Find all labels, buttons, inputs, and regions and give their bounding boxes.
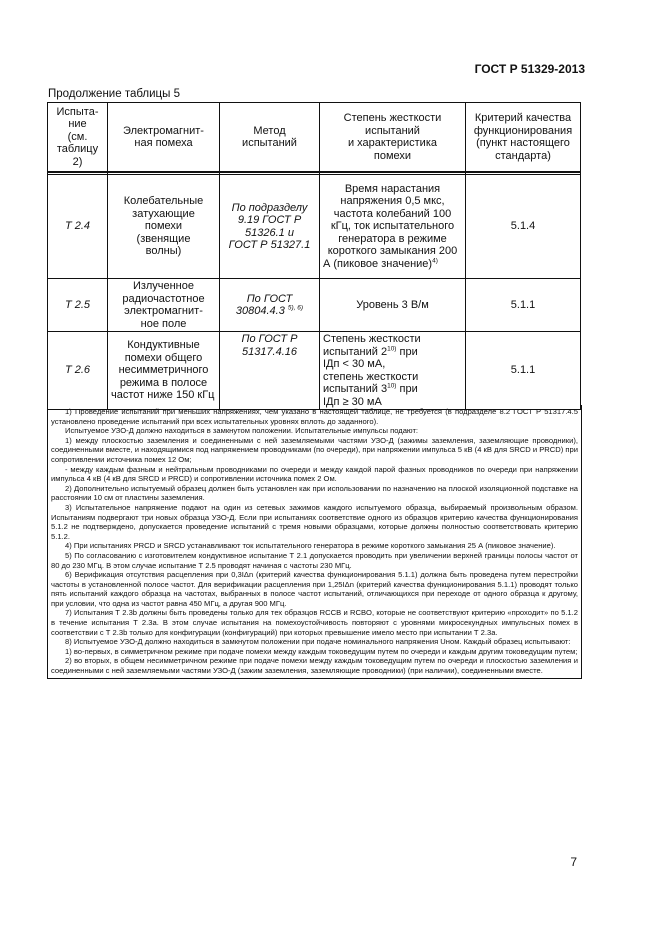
footnote-ref: 5), 6): [287, 304, 304, 312]
severity-line: IДп < 30 мА,: [323, 358, 386, 370]
footnote: 8) Испытуемое УЗО-Д должно находиться в замкнутом положении при подаче номинального напряжения Uном. Каждый образец испытывают:: [65, 637, 571, 647]
col-header-severity: Степень жесткости испытаний и характеристика помехи: [320, 103, 466, 173]
cell-interference: Колебательные затухающие помехи (звенящие волны): [108, 175, 220, 279]
footnote: 3) Испытательное напряжение подают на один из сетевых зажимов каждого испытуемого образца, выбираемый произвольным образом. Испытаниям подвергают три новых образца УЗО-Д. Если при испытаниях соответствие одного из образцов критерию качества функционирования 5.1.2 не подтверждено, допускается проведение испытаний с тремя новыми образцами, которые должны полностью соответствовать критерию 5.1.2.: [51, 502, 578, 541]
cell-method: [220, 279, 320, 332]
cell-interference: Излученное радиочастотное электромагнит- ное поле: [108, 279, 220, 332]
cell-method: По ГОСТ Р 51317.4.16: [220, 332, 320, 410]
cell-severity: Уровень 3 В/м: [320, 279, 466, 332]
footnote: Испытуемое УЗО-Д должно находиться в замкнутом положении. Испытательные импульсы подают:: [65, 426, 419, 436]
severity-line: при: [399, 345, 418, 358]
table-header-row: [48, 103, 581, 173]
footnote: 1) между плоскостью заземления и соединенными с ней заземляемыми частями УЗО-Д (зажимы заземления, заземляющие проводники), соединенными вместе, и находящимися под напряжением проводниками (по очереди), при напряжении импульса 5 кВ (4 кВ для SRCD и PRCD) при сопротивлении источника помех 12 Ом;: [51, 435, 578, 464]
footnote-ref: 10): [387, 344, 397, 352]
cell-criterion: 5.1.1: [466, 332, 581, 410]
standard-number: ГОСТ Р 51329-2013: [474, 62, 585, 76]
table-5: [47, 102, 581, 410]
cell-severity: [320, 175, 466, 279]
cell-test: Т 2.5: [48, 279, 108, 332]
cell-test: Т 2.6: [48, 332, 108, 410]
method-text: По ГОСТ 30804.4.3: [235, 292, 293, 317]
cell-test: Т 2.4: [48, 175, 108, 279]
col-header-criterion: Критерий качества функционирования (пункт настоящего стандарта): [466, 103, 581, 173]
cell-severity: [320, 332, 466, 410]
footnote: 1) во-первых, в симметричном режиме при подаче помехи между каждым токоведущим путем по очереди и каждым другим токоведущим путем;: [65, 646, 578, 656]
severity-line: при: [399, 383, 418, 395]
table-row: [48, 332, 581, 410]
severity-line: IДп ≥ 30 мА: [323, 395, 382, 408]
footnote: 5) По согласованию с изготовителем кондуктивное испытание Т 2.1 допускается проводить при увеличении верхней границы полосы частот от 80 до 230 МГц. В этом случае испытание Т 2.5 проводят начиная с частоты 230 МГц.: [51, 550, 578, 570]
table-footnotes: [47, 405, 582, 679]
footnote-ref: 10): [387, 382, 397, 390]
cell-method: По подразделу 9.19 ГОСТ Р 51326.1 и ГОСТ Р 51327.1: [220, 175, 320, 279]
col-header-interference: Электромагнит- ная помеха: [108, 103, 220, 173]
severity-line: степень жесткости испытаний 3: [323, 370, 419, 395]
footnote: 1) Проведение испытаний при меньших напряжениях, чем указано в настоящей таблице, не требуется (в подразделе 8.2 ГОСТ Р 51317.4.5 установлено проведение испытаний при всех испытательных уровнях вплоть до заданного).: [51, 407, 578, 426]
severity-text: Время нарастания напряжения 0,5 мкс, частота колебаний 100 кГц, ток испытательного генератора в режиме короткого замыкания 200 А (пиковое значение): [323, 182, 458, 270]
page-number: 7: [570, 855, 577, 869]
table-row: [48, 175, 581, 279]
col-header-method: Метод испытаний: [220, 103, 320, 173]
cell-criterion: 5.1.4: [466, 175, 581, 279]
cell-criterion: 5.1.1: [466, 279, 581, 332]
footnote: 2) Дополнительно испытуемый образец должен быть установлен как при использовании по назначению на плоской изоляционной подставке на расстоянии 10 см от пластины заземления.: [51, 483, 578, 503]
col-header-test: Испыта- ние (см. таблицу 2): [48, 103, 108, 173]
table-caption: Продолжение таблицы 5: [48, 88, 181, 100]
cell-interference: Кондуктивные помехи общего несимметричного режима в полосе частот ниже 150 кГц: [108, 332, 220, 410]
footnote: 2) во вторых, в общем несимметричном режиме при подаче помехи между каждым токоведущим путем по очереди и плоскостью заземления и соединенными с ней заземляемыми частями УЗО-Д (зажим заземления, заземляющие проводники) (при наличии), соединенными вместе.: [51, 656, 578, 676]
severity-line: Степень жесткости испытаний 2: [323, 333, 421, 358]
footnote: 4) При испытаниях PRCD и SRCD устанавливают ток испытательного генератора в режиме короткого замыкания 25 А (пиковое значение).: [65, 541, 556, 551]
footnote: 6) Верификация отсутствия расцепления при 0,3IΔn (критерий качества функционирования 5.1.1) должна быть проведена путем перестройки частоты в установленной полосе частот. Для верификации расцепления при 1,25IΔn (критерий качества функционирования 5.1.1) проводят только пять испытаний каждого образца на частотах, выбранных в полосе частот испытаний, отличающихся при переходе от одного образца к другому, при условии, что одна из частот равна 450 МГц, а другая 900 МГц.: [51, 570, 578, 608]
footnote-ref: 4): [432, 257, 438, 265]
table-row: [48, 279, 581, 332]
footnote: 7) Испытания Т 2.3b должны быть проведены только для тех образцов RCCB и RCBO, которые не соответствуют критерию «проходит» по 5.1.2 в течение испытания Т 2.3а. В этом случае испытания на помехоустойчивость повторяют с уровнями микросекундных импульсных помех в соответствии с Т 2.3b только для конфигурации (конфигураций) при которых превышение имело место при испытании Т 2.3а.: [51, 608, 578, 637]
footnote: - между каждым фазным и нейтральным проводниками по очереди и между каждой парой фазных проводников по очереди при напряжении импульса 4 кВ (4 кВ для SRCD и PRCD) и сопротивлении источника помех 2 Ом.: [51, 464, 578, 484]
